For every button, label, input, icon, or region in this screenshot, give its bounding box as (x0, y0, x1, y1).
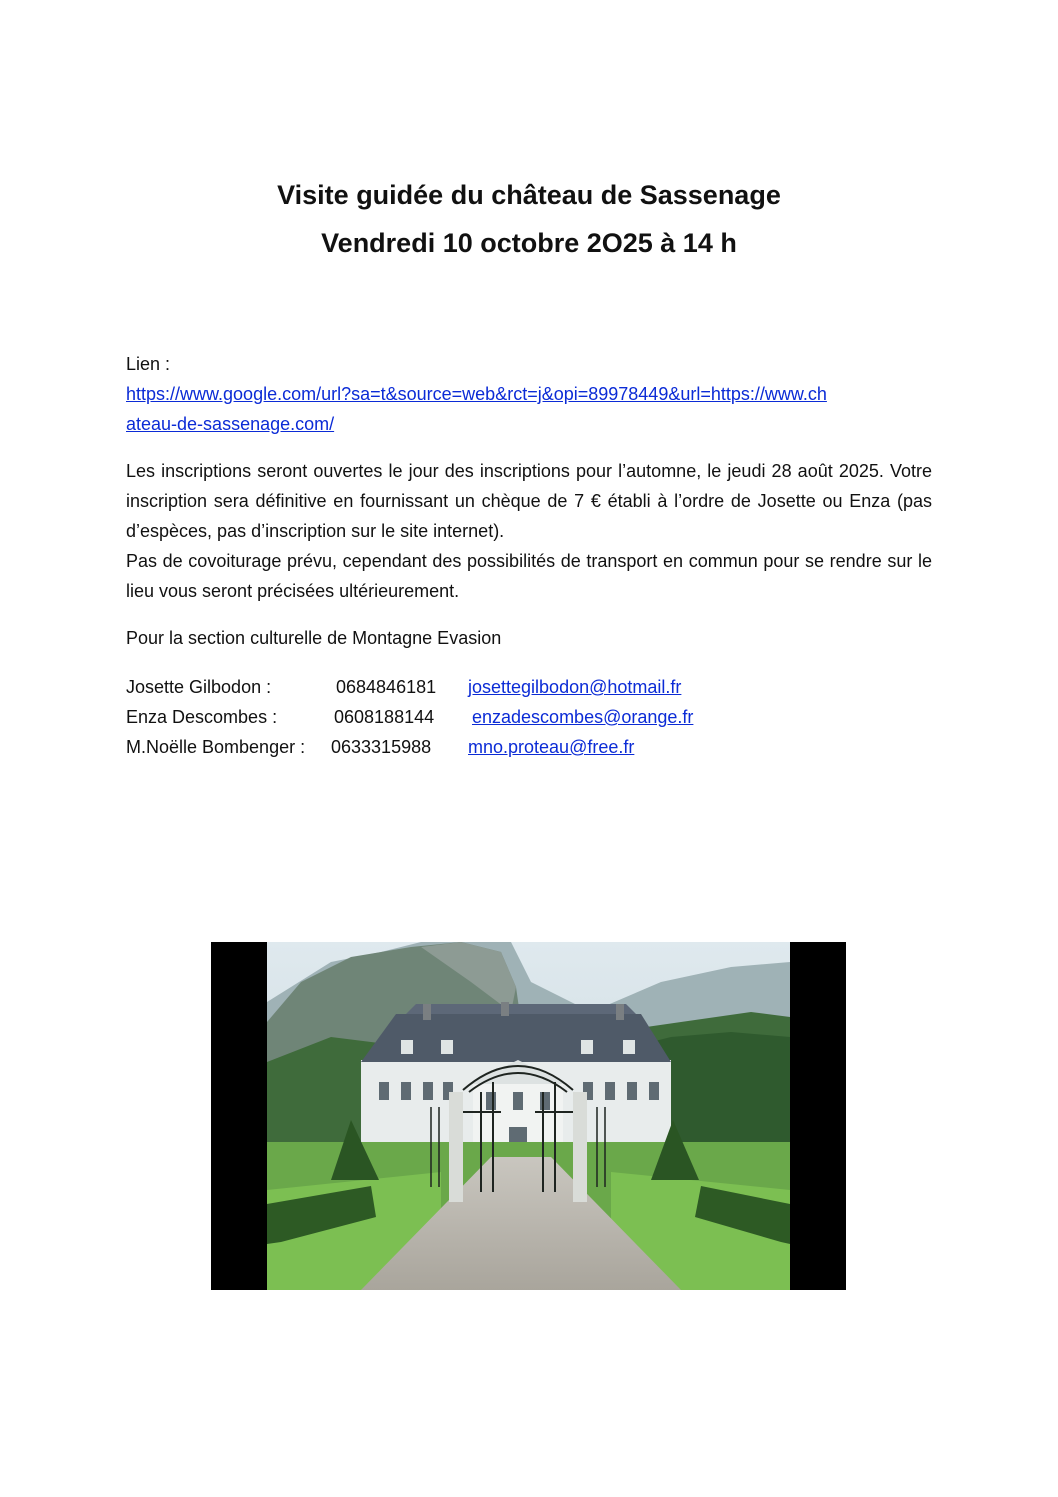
url-block (126, 379, 932, 439)
contact-name: M.Noëlle Bombenger : (126, 737, 306, 757)
registration-paragraph: Les inscriptions seront ouvertes le jour des inscriptions pour l’automne, le jeudi 28 août 2025. Votre inscription sera définitive en fournissant un chèque de 7 € établi à l’ordre de Josette ou Enza (pas d’espèces, pas d’inscription sur le site internet). (126, 461, 932, 541)
registration-info (126, 456, 932, 606)
contact-name: Josette Gilbodon : (126, 677, 272, 697)
title-line-2: Vendredi 10 octobre 2O25 à 14 h (321, 228, 737, 258)
contact-name: Enza Descombes : (126, 707, 278, 727)
contact-email-link[interactable]: josettegilbodon@hotmail.fr (468, 677, 682, 697)
contact-email-link[interactable]: enzadescombes@orange.fr (472, 707, 694, 727)
section-signature: Pour la section culturelle de Montagne Evasion (126, 628, 502, 648)
contact-phone: 0633315988 (331, 737, 432, 757)
title-line-1: Visite guidée du château de Sassenage (277, 180, 781, 210)
url-line-1: https://www.google.com/url?sa=t&source=web&rct=j&opi=89978449&url=https://www.ch (126, 384, 827, 404)
contact-email-link[interactable]: mno.proteau@free.fr (468, 737, 635, 757)
chateau-photo (211, 942, 846, 1290)
chateau-illustration (211, 942, 846, 1290)
contact-phone: 0608188144 (334, 707, 435, 727)
chateau-url-link[interactable] (126, 384, 827, 434)
url-line-2: ateau-de-sassenage.com/ (126, 414, 335, 434)
link-label: Lien : (126, 354, 171, 374)
contact-phone: 0684846181 (336, 677, 437, 697)
transport-paragraph: Pas de covoiturage prévu, cependant des possibilités de transport en commun pour se rendre sur le lieu vous seront précisées ultérieurement. (126, 551, 932, 601)
